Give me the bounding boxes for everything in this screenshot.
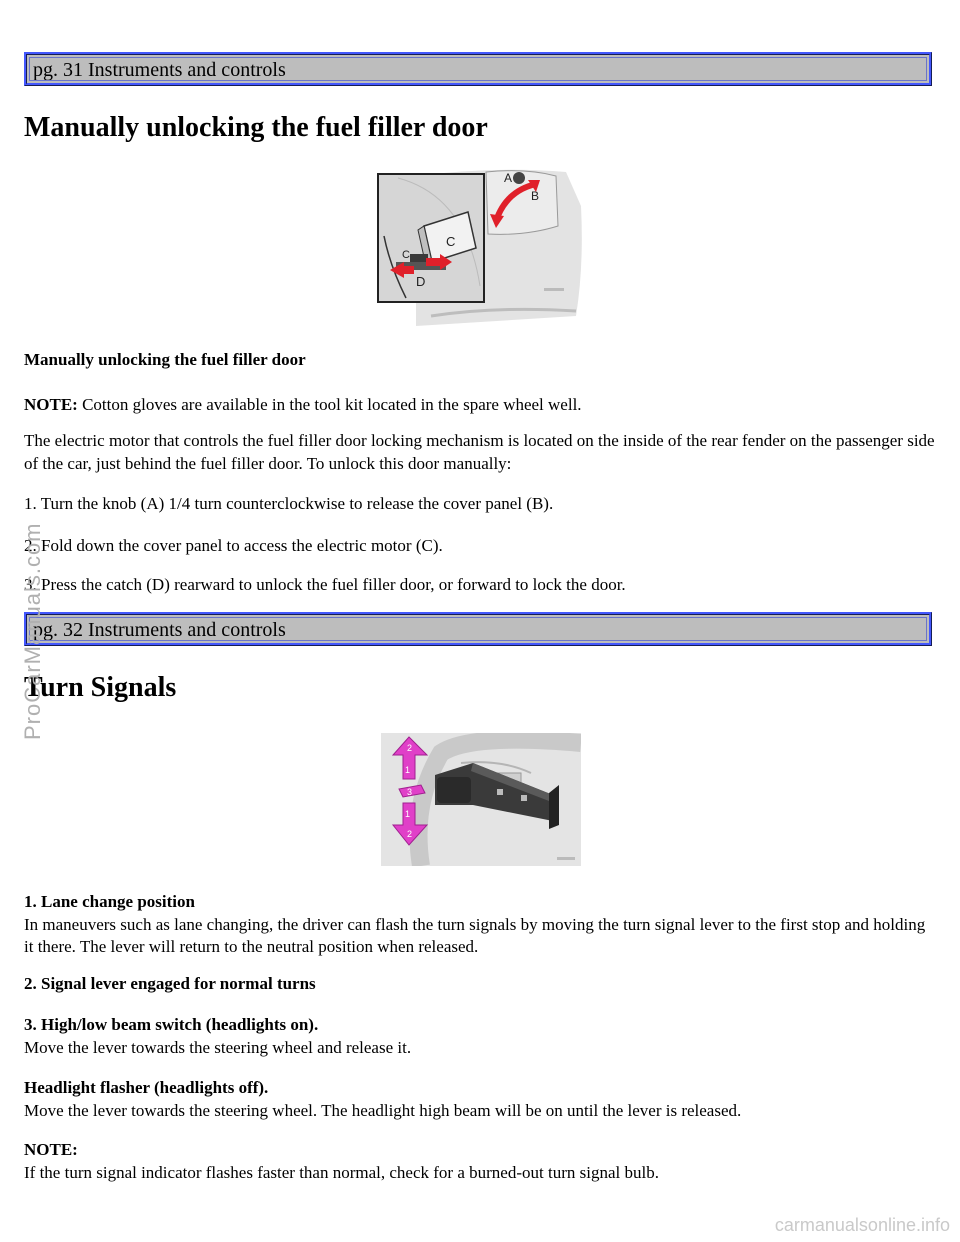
item-high-low-beam xyxy=(24,1014,936,1059)
svg-text:2: 2 xyxy=(407,743,413,753)
page-title-fuel-door: Manually unlocking the fuel filler door xyxy=(24,112,488,143)
turn-signal-lever-illustration xyxy=(381,733,581,866)
item-heading: NOTE: xyxy=(24,1140,78,1159)
section-header-bar-pg31 xyxy=(24,52,932,86)
item-note xyxy=(24,1139,936,1184)
figure-caption: Manually unlocking the fuel filler door xyxy=(24,350,306,369)
step-2: 2. Fold down the cover panel to access the electric motor (C). xyxy=(24,536,443,555)
section-header-text: pg. 31 Instruments and controls xyxy=(33,59,286,81)
label-d: D xyxy=(416,274,426,289)
svg-text:1: 1 xyxy=(405,765,411,775)
item-text: If the turn signal indicator flashes faster than normal, check for a burned-out turn signal bulb. xyxy=(24,1162,659,1182)
svg-text:1: 1 xyxy=(405,809,411,819)
item-text: In maneuvers such as lane changing, the driver can flash the turn signals by moving the turn signal lever to the first stop and holding it there. The lever will return to the neutral position when released. xyxy=(24,914,926,957)
label-c: C xyxy=(446,234,456,249)
item-headlight-flasher xyxy=(24,1077,936,1122)
step-1: 1. Turn the knob (A) 1/4 turn counterclockwise to release the cover panel (B). xyxy=(24,494,554,513)
page-title-turn-signals: Turn Signals xyxy=(24,672,177,703)
item-normal-turns: 2. Signal lever engaged for normal turns xyxy=(24,974,316,993)
section-header-bar-pg32 xyxy=(24,612,932,646)
label-b: B xyxy=(531,189,540,203)
fuel-filler-door-illustration xyxy=(376,166,586,330)
carmanualsonline-watermark: carmanualsonline.info xyxy=(774,1215,950,1236)
step-3: 3. Press the catch (D) rearward to unlock the fuel filler door, or forward to lock the door. xyxy=(24,575,626,594)
item-text: Move the lever towards the steering wheel. The headlight high beam will be on until the lever is released. xyxy=(24,1100,742,1120)
procarmanuals-watermark: ProCarManuals.com xyxy=(20,522,45,740)
intro-paragraph: The electric motor that controls the fuel filler door locking mechanism is located on the inside of the rear fender on the passenger side of the car, just behind the fuel filler door. To unlock this door manually: xyxy=(24,431,935,473)
note-text: Cotton gloves are available in the tool kit located in the spare wheel well. xyxy=(77,395,582,414)
label-a: A xyxy=(504,171,513,185)
section-header-text: pg. 32 Instruments and controls xyxy=(33,619,286,641)
note-paragraph xyxy=(24,394,936,417)
item-heading: Headlight flasher (headlights off). xyxy=(24,1078,269,1097)
svg-text:3: 3 xyxy=(407,787,413,797)
svg-text:C: C xyxy=(402,249,410,261)
item-heading: 1. Lane change position xyxy=(24,892,195,911)
item-heading: 3. High/low beam switch (headlights on). xyxy=(24,1015,319,1034)
item-text: Move the lever towards the steering wheel and release it. xyxy=(24,1037,412,1057)
note-label: NOTE: xyxy=(24,395,78,414)
item-lane-change xyxy=(24,891,936,959)
svg-text:2: 2 xyxy=(407,829,413,839)
